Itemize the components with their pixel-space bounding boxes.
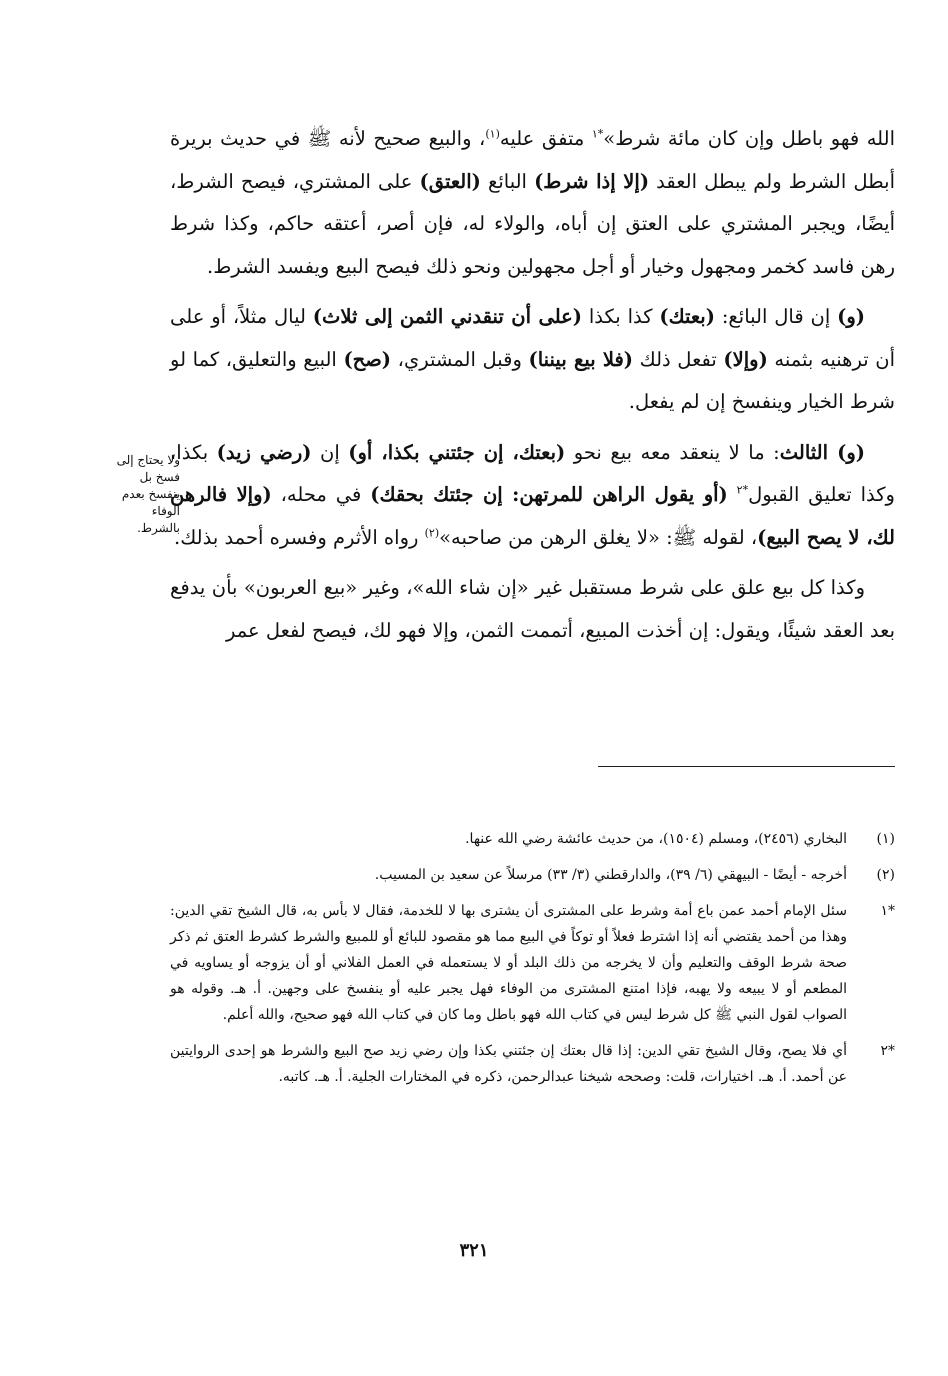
footnote-text: البخاري (٢٤٥٦)، ومسلم (١٥٠٤)، من حديث عائشة رضي الله عنها. [465, 831, 847, 847]
footnote [170, 898, 895, 1028]
footnote [170, 1038, 895, 1090]
text-run: رواه الأثرم وفسره أحمد بذلك. [174, 525, 425, 549]
footnote-marker: *٢ [880, 1043, 895, 1059]
bold-phrase: (على أن تنقدني الثمن إلى ثلاث) [312, 305, 583, 328]
footnote-text: أخرجه - أيضًا - البيهقي (٦/ ٣٩)، والدارقطني (٣/ ٣٣) مرسلاً عن سعيد بن المسيب. [374, 867, 847, 883]
text-run [728, 483, 737, 506]
bold-phrase: (رضي زيد) [216, 440, 312, 464]
footnote-marker: *١ [880, 903, 895, 919]
footnote-ref: *١ [591, 127, 604, 141]
bold-phrase: (أو يقول الراهن للمرتهن: إن جئتك بحقك) [370, 483, 728, 506]
text-run: وقبل المشتري، [391, 347, 529, 371]
text-run: متفق عليه [499, 127, 592, 150]
footnote-ref: (١) [485, 127, 500, 141]
bold-phrase: (العتق) [419, 169, 481, 193]
text-run: البائع [480, 169, 535, 193]
bold-phrase: (فلا بيع بيننا) [528, 347, 634, 371]
margin-note [60, 452, 180, 537]
text-run: كذا بكذا [582, 305, 660, 328]
footnotes [170, 826, 895, 1100]
page-number: ٣٢١ [459, 1240, 489, 1261]
text-run: على المشتري، فيصح الشرط، أيضًا، ويجبر المشتري على العتق إن أباه، والولاء له، فإن أصر، أعتقه حاكم، وكذا شرط رهن فاسد كخمر ومجهول وخيار أو أجل مجهولين ونحو ذلك فيصح البيع ويفسد الشرط. [170, 169, 895, 278]
text-run: ، لقوله ﷺ: «لا يغلق الرهن من صاحبه» [439, 525, 758, 549]
text-run: إن قال البائع: [714, 305, 838, 328]
text-run: ، والبيع صحيح لأنه ﷺ في حديث بريرة أبطل الشرط ولم يبطل العقد [170, 127, 895, 193]
text-run: البيع والتعليق، كما لو شرط الخيار وينفسخ إن لم يفعل. [170, 347, 895, 413]
bold-phrase: (و) الثالث [779, 440, 866, 464]
margin-note-line: ينفسخ بعدم [121, 487, 180, 501]
footnote [170, 862, 895, 888]
margin-note-line: ولا يحتاج إلى [116, 453, 180, 467]
paragraph-1 [170, 118, 895, 288]
paragraph-4 [170, 567, 895, 652]
bold-phrase: (و) [837, 305, 865, 328]
text-run: بكذا، وكذا تعليق القبول [170, 440, 895, 506]
text-run: إن [311, 440, 349, 464]
footnote-marker: (١) [876, 831, 895, 847]
footnote [170, 826, 895, 852]
footnote-text: سئل الإمام أحمد عمن باع أمة وشرط على المشترى أن يشترى بها لا للخدمة، فقال لا بأس به، قال الشيخ تقي الدين: وهذا من أحمد يقتضي أنه إذا اشترط فعلاً أو توكاً في البيع مما هو مقصود للبائع أو للمبيع والشرط كشرط العتق ثم ذكر صحة شرط الوقف والتعليم وأن لا يخرجه من ذلك البلد أو لا يستعمله في العمل الفلاني أو أن يزوجه أو يساويه في المطعم أو لا يبيعه ولا يهبه، فإذا امتنع المشترى من الوفاء فهل يجبر عليه أو ينفسخ على وجهين. أ. هـ. وقوله هو الصواب لقول النبي ﷺ كل شرط ليس في كتاب الله فهو باطل وما كان في كتاب الله فهو صحيح، والله أعلم. [170, 903, 847, 1023]
text-run: تفعل ذلك [633, 347, 724, 371]
paragraph-3 [170, 432, 895, 560]
text-run: الله فهو باطل وإن كان مائة شرط» [603, 127, 895, 150]
footnote-ref: *٢ [736, 483, 749, 497]
text-run: ليال مثلاً، أو على أن ترهنيه بثمنه [170, 305, 896, 371]
text-run: في محله، [271, 483, 371, 506]
footnote-separator [598, 766, 895, 767]
margin-note-line: بالشرط. [137, 521, 180, 535]
bold-phrase: (إلا إذا شرط) [534, 169, 650, 193]
bold-phrase: (وإلا فالرهن لك، لا يصح البيع) [170, 483, 895, 549]
paragraph-2 [170, 296, 895, 424]
footnote-text: أي فلا يصح، وقال الشيخ تقي الدين: إذا قال بعتك إن جئتني بكذا وإن رضي زيد صح البيع والشرط هو إحدى الروايتين عن أحمد. أ. هـ. اختيارات، قلت: وصححه شيخنا عبدالرحمن، ذكره في المختارات الجلية. أ. هـ. كاتبه. [170, 1043, 847, 1085]
bold-phrase: (وإلا) [723, 347, 768, 371]
footnote-marker: (٢) [876, 867, 895, 883]
main-text [170, 118, 895, 660]
margin-note-line: فسخ بل [139, 470, 180, 484]
text-run: : ما لا ينعقد معه بيع نحو [565, 440, 780, 464]
text-run: وكذا كل بيع علق على شرط مستقبل غير «إن شاء الله»، وغير «بيع العربون» بأن يدفع بعد العقد شيئًا، ويقول: إن أخذت المبيع، أتممت الثمن، وإلا فهو لك، فيصح لفعل عمر [170, 576, 895, 642]
bold-phrase: (صح) [343, 347, 392, 371]
bold-phrase: (بعتك، إن جئتني بكذا، أو) [348, 440, 566, 464]
margin-note-line: الوفاء [151, 504, 180, 518]
bold-phrase: (بعتك) [659, 305, 715, 328]
footnote-ref: (٢) [424, 526, 440, 539]
